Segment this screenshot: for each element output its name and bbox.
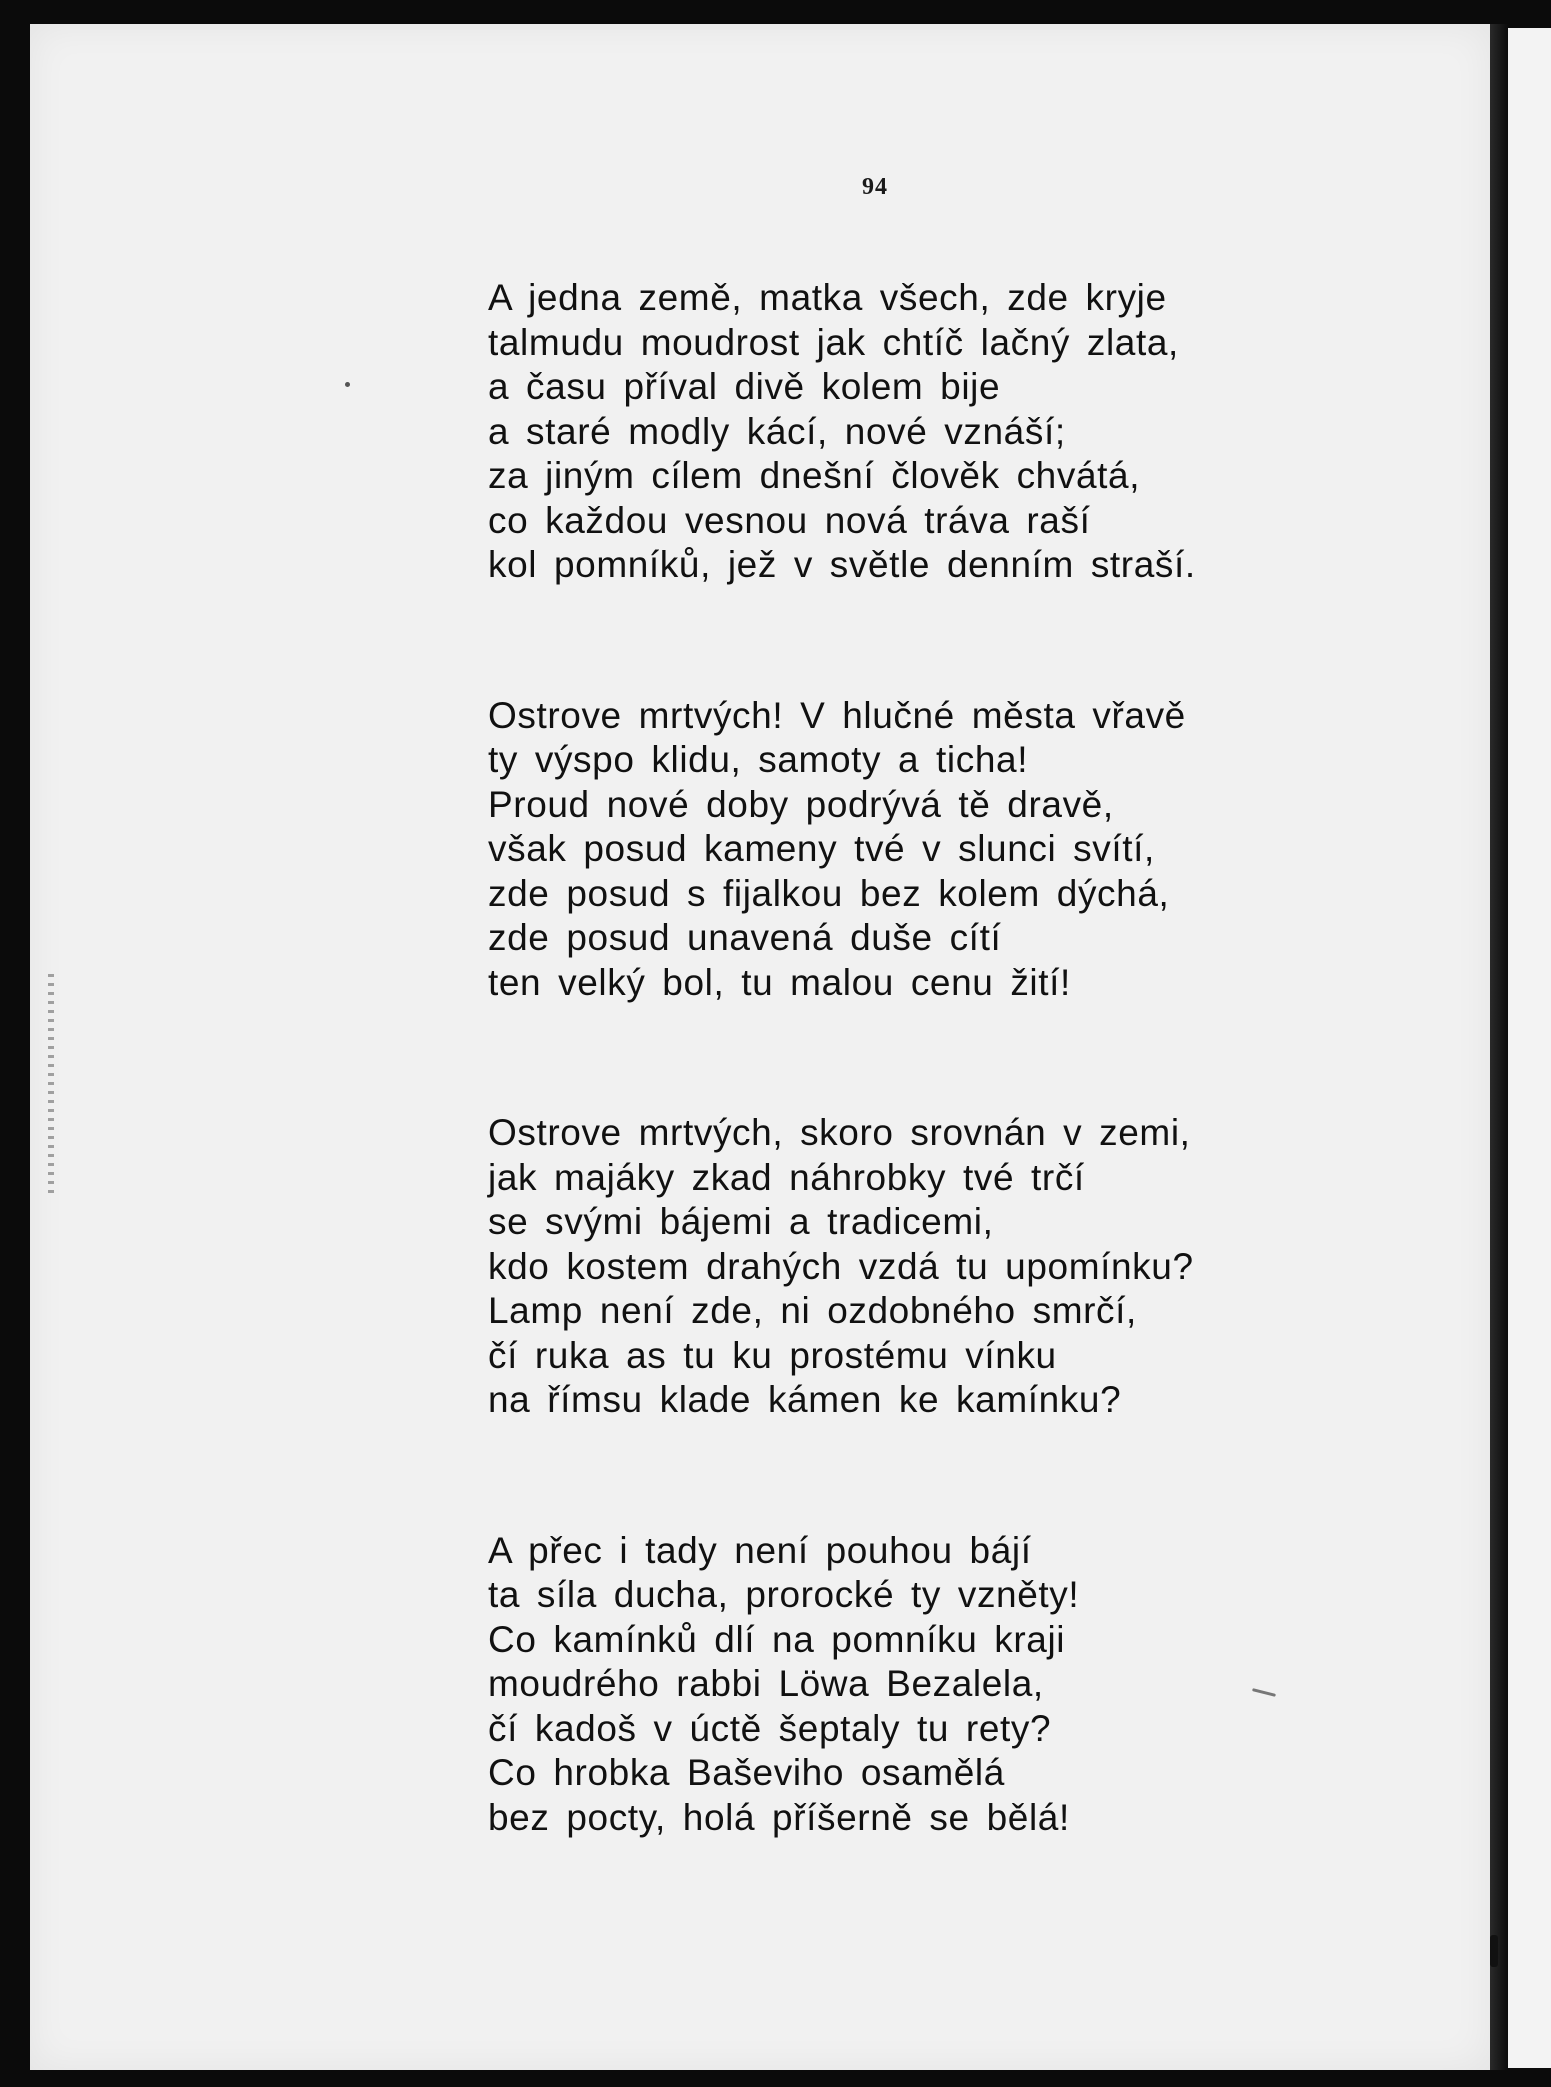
poem-line: Ostrove mrtvých, skoro srovnán v zemi, bbox=[488, 1112, 1191, 1153]
poem-line: a staré modly kácí, nové vznáší; bbox=[488, 410, 1066, 452]
binding-marks bbox=[48, 974, 54, 1194]
book-page bbox=[30, 24, 1490, 2070]
poem-line: kdo kostem drahých vzdá tu upomínku? bbox=[488, 1245, 1194, 1287]
poem-line: ta síla ducha, prorocké ty vzněty! bbox=[488, 1574, 1080, 1615]
poem-line: A jedna země, matka všech, zde kryje bbox=[488, 277, 1167, 318]
poem-line: A přec i tady není pouhou bájí bbox=[488, 1529, 1032, 1571]
poem-line: zde posud s fijalkou bez kolem dýchá, bbox=[488, 872, 1170, 914]
stanza-3 bbox=[488, 1111, 1348, 1423]
stanza-1 bbox=[488, 276, 1348, 588]
poem-line: na římsu klade kámen ke kamínku? bbox=[488, 1379, 1122, 1420]
poem-line: talmudu moudrost jak chtíč lačný zlata, bbox=[488, 321, 1179, 363]
poem-line: ten velký bol, tu malou cenu žití! bbox=[488, 961, 1071, 1003]
poem-line: za jiným cílem dnešní člověk chvátá, bbox=[488, 455, 1141, 496]
adjacent-page-edge bbox=[1508, 28, 1551, 2068]
poem-line: Co hrobka Baševiho osamělá bbox=[488, 1752, 1005, 1793]
poem-line: bez pocty, holá příšerně se bělá! bbox=[488, 1796, 1070, 1838]
poem-line: ty výspo klidu, samoty a ticha! bbox=[488, 739, 1029, 780]
page-number: 94 bbox=[862, 174, 888, 200]
poem-line: moudrého rabbi Löwa Bezalela, bbox=[488, 1663, 1044, 1704]
poem-body bbox=[488, 276, 1348, 1946]
stanza-2 bbox=[488, 694, 1348, 1006]
stanza-4 bbox=[488, 1529, 1348, 1841]
spine-shadow bbox=[1490, 24, 1508, 2070]
scan-edge-mark bbox=[1490, 1935, 1498, 1967]
poem-line: čí ruka as tu ku prostému vínku bbox=[488, 1334, 1057, 1376]
poem-line: Ostrove mrtvých! V hlučné města vřavě bbox=[488, 694, 1186, 736]
poem-line: Proud nové doby podrývá tě dravě, bbox=[488, 783, 1114, 825]
poem-line: Co kamínků dlí na pomníku kraji bbox=[488, 1618, 1066, 1660]
poem-line: však posud kameny tvé v slunci svítí, bbox=[488, 828, 1155, 869]
poem-line: se svými bájemi a tradicemi, bbox=[488, 1201, 994, 1242]
poem-line: Lamp není zde, ni ozdobného smrčí, bbox=[488, 1290, 1137, 1331]
poem-line: kol pomníků, jež v světle denním straší. bbox=[488, 544, 1196, 585]
print-speck bbox=[345, 382, 350, 387]
poem-line: čí kadoš v úctě šeptaly tu rety? bbox=[488, 1707, 1052, 1749]
poem-line: zde posud unavená duše cítí bbox=[488, 917, 1002, 958]
poem-line: co každou vesnou nová tráva raší bbox=[488, 499, 1091, 541]
poem-line: jak majáky zkad náhrobky tvé trčí bbox=[488, 1156, 1085, 1198]
poem-line: a času příval divě kolem bije bbox=[488, 366, 1001, 407]
